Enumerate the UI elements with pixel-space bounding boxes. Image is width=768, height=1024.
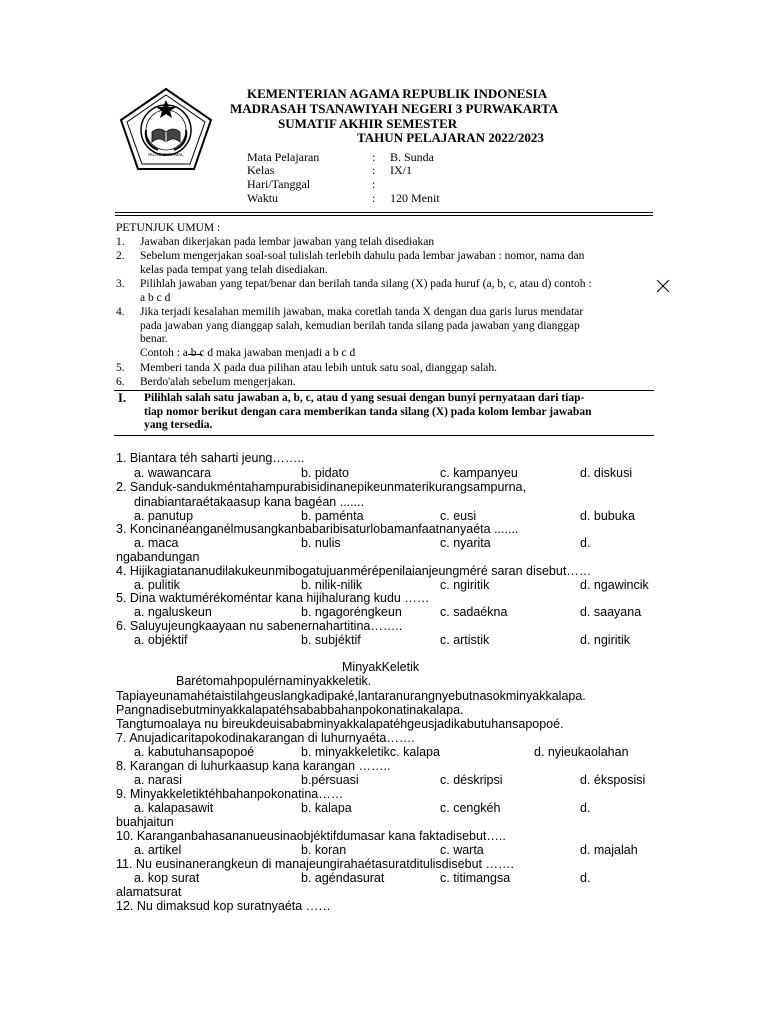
option[interactable]: b. minyakkeletikc. kalapa: [301, 745, 440, 759]
option[interactable]: a. pulitik: [134, 578, 180, 592]
meta-sep: :: [372, 150, 376, 164]
question-6: 6. Saluyujeungkaayaan nu sabenernahartitina……..: [116, 619, 403, 633]
question-3: 3. Koncinanéanganélmusangkanbabaribisaturlobamanfaatnanyaéta .......: [116, 522, 519, 536]
header-rule-2: [115, 215, 653, 216]
option-wrap[interactable]: ngabandungan: [116, 550, 200, 564]
option[interactable]: b. paménta: [301, 509, 364, 523]
instructions-title: PETUNJUK UMUM :: [116, 222, 221, 234]
cross-mark-icon: [656, 279, 670, 293]
meta-sep: :: [372, 177, 376, 191]
option[interactable]: b. ngagoréngkeun: [301, 605, 402, 619]
option[interactable]: b. pidato: [301, 466, 349, 480]
option[interactable]: a. artikel: [134, 843, 182, 857]
option[interactable]: c. titimangsa: [440, 871, 511, 885]
option[interactable]: a. objéktif: [134, 633, 188, 647]
option[interactable]: d. nyieukaolahan: [534, 745, 629, 759]
option[interactable]: c. ngiritik: [440, 578, 490, 592]
instruction-item: 1. Jawaban dikerjakan pada lembar jawaban yang telah disediakan: [116, 236, 435, 248]
option[interactable]: a. narasi: [134, 773, 182, 787]
header-year: TAHUN PELAJARAN 2022/2023: [357, 130, 544, 145]
meta-sep: :: [372, 191, 376, 205]
option[interactable]: c. artistik: [440, 633, 490, 647]
instruction-item: 3. Pilihlah jawaban yang tepat/benar dan berilah tanda silang (X) pada huruf (a, b, c, atau d) contoh : a b c d: [116, 278, 592, 304]
option[interactable]: d. éksposisi: [580, 773, 646, 787]
option[interactable]: d. ngiritik: [580, 633, 631, 647]
question-4: 4. Hijikagiatananudilakukeunmibogatujuanmérépenilaianjeungméré saran disebut……: [116, 564, 592, 578]
meta-label: Kelas: [247, 163, 275, 177]
reading-line: Tangtumoalaya nu bireukdeuisababminyakkalapatéhgeusjadikabutuhansapopoé.: [116, 717, 564, 731]
option[interactable]: c. cengkéh: [440, 801, 501, 815]
header-school: MADRASAH TSANAWIYAH NEGERI 3 PURWAKARTA: [230, 101, 559, 116]
instruction-item: 4. Jika terjadi kesalahan memilih jawaban, maka coretlah tanda X dengan dua garis lurus mendatar pada jawaban yang dianggap salah, kemudian berilah tanda silang pada jawaban yang dianggap benar. Contoh : a b c d maka jawaban menjadi a b c d: [116, 306, 584, 359]
option[interactable]: c. nyarita: [440, 536, 491, 550]
meta-sep: :: [372, 163, 376, 177]
question-11: 11. Nu eusinanerangkeun di manajeungirahaétasuratditulisdisebut …….: [116, 857, 514, 871]
option[interactable]: a. kabutuhansapopoé: [134, 745, 255, 759]
option[interactable]: a. kalapasawit: [134, 801, 214, 815]
option[interactable]: d. diskusi: [580, 466, 633, 480]
option[interactable]: a. maca: [134, 536, 179, 550]
option[interactable]: b.pérsuasi: [301, 773, 359, 787]
question-2: [116, 480, 526, 510]
reading-line: Barétomahpopulérnaminyakkeletik.: [176, 674, 372, 688]
option[interactable]: b. kalapa: [301, 801, 352, 815]
reading-title: MinyakKeletik: [342, 660, 420, 674]
option[interactable]: c. déskripsi: [440, 773, 503, 787]
question-7: 7. Anujadicaritapokodinakarangan di luhurnyaéta…….: [116, 731, 415, 745]
option[interactable]: d. bubuka: [580, 509, 635, 523]
question-9: 9. Minyakkeletiktéhbahanpokonatina……: [116, 787, 344, 801]
question-12: 12. Nu dimaksud kop suratnyaéta ……: [116, 899, 331, 913]
option[interactable]: c. warta: [440, 843, 484, 857]
reading-line: Pangnadisebutminyakkalapatéhsababbahanpokonatinakalapa.: [116, 703, 464, 717]
option[interactable]: d. majalah: [580, 843, 638, 857]
option-wrap[interactable]: buahjaitun: [116, 815, 174, 829]
header-exam: SUMATIF AKHIR SEMESTER: [278, 116, 458, 131]
option[interactable]: d.: [580, 536, 591, 550]
option[interactable]: a. ngaluskeun: [134, 605, 212, 619]
meta-value: B. Sunda: [390, 150, 435, 164]
header-ministry: KEMENTERIAN AGAMA REPUBLIK INDONESIA: [247, 86, 548, 101]
meta-value: 120 Menit: [390, 191, 440, 205]
question-5: 5. Dina waktumérékoméntar kana hijihalurang kudu ……: [116, 591, 430, 605]
instruction-item: 5. Memberi tanda X pada dua pilihan atau lebih untuk satu soal, dianggap salah.: [116, 362, 498, 374]
option[interactable]: b. nulis: [301, 536, 341, 550]
meta-label: Waktu: [247, 191, 279, 205]
question-10: 10. Karanganbahasananueusinaobjéktifdumasar kana faktadisebut…..: [116, 829, 506, 843]
option[interactable]: d. saayana: [580, 605, 642, 619]
option[interactable]: a. kop surat: [134, 871, 200, 885]
option[interactable]: b. agéndasurat: [301, 871, 385, 885]
option[interactable]: a. panutup: [134, 509, 194, 523]
reading-line: Tapiayeunamahétaistilahgeuslangkadipaké,lantaranurangnyebutnasokminyakkalapa.: [116, 689, 586, 703]
logo-motto: IKLAS BERAMAL: [148, 152, 184, 157]
option[interactable]: c. sadaékna: [440, 605, 508, 619]
option[interactable]: a. wawancara: [134, 466, 212, 480]
question-text: 1. Biantara téh saharti jeung……..: [116, 451, 305, 465]
meta-label: Mata Pelajaran: [247, 150, 320, 164]
question-8: 8. Karangan di luhurkaasup kana karangan ……..: [116, 759, 391, 773]
instruction-item: 2. Sebelum mengerjakan soal-soal tulislah terlebih dahulu pada lembar jawaban : nomor, nama dan kelas pada tempat yang telah disediakan.: [116, 250, 585, 276]
option[interactable]: d. ngawincik: [580, 578, 649, 592]
question-text: 2. Sanduk-sandukméntahampurabisidinanepikeunmaterikurangsampurna,: [116, 480, 526, 494]
meta-label: Hari/Tanggal: [247, 177, 311, 191]
option[interactable]: d.: [580, 871, 591, 885]
strike-mark-icon: [188, 354, 202, 355]
option-wrap[interactable]: alamatsurat: [116, 885, 182, 899]
option[interactable]: d.: [580, 801, 591, 815]
option[interactable]: b. subjéktif: [301, 633, 361, 647]
option[interactable]: b. nilik-nilik: [301, 578, 363, 592]
question-text-cont: dinabiantaraétakaasup kana bagéan .......: [134, 495, 365, 509]
section-number: I.: [118, 391, 126, 405]
option[interactable]: c. kampanyeu: [440, 466, 518, 480]
meta-value: IX/1: [390, 163, 412, 177]
madrasah-logo: [118, 86, 214, 172]
instruction-item: 6. Berdo'alah sebelum mengerjakan.: [116, 376, 296, 388]
option[interactable]: b. koran: [301, 843, 347, 857]
header-rule: [115, 212, 653, 213]
option[interactable]: c. eusi: [440, 509, 477, 523]
section-instruction: Pilihlah salah satu jawaban a, b, c, atau d yang sesuai dengan bunyi pernyataan dari tiap- tiap nomor berikut dengan cara memberikan tanda silang (X) pada kolom lembar jawaban yang tersedia.: [144, 392, 592, 431]
question-1: [116, 451, 304, 466]
